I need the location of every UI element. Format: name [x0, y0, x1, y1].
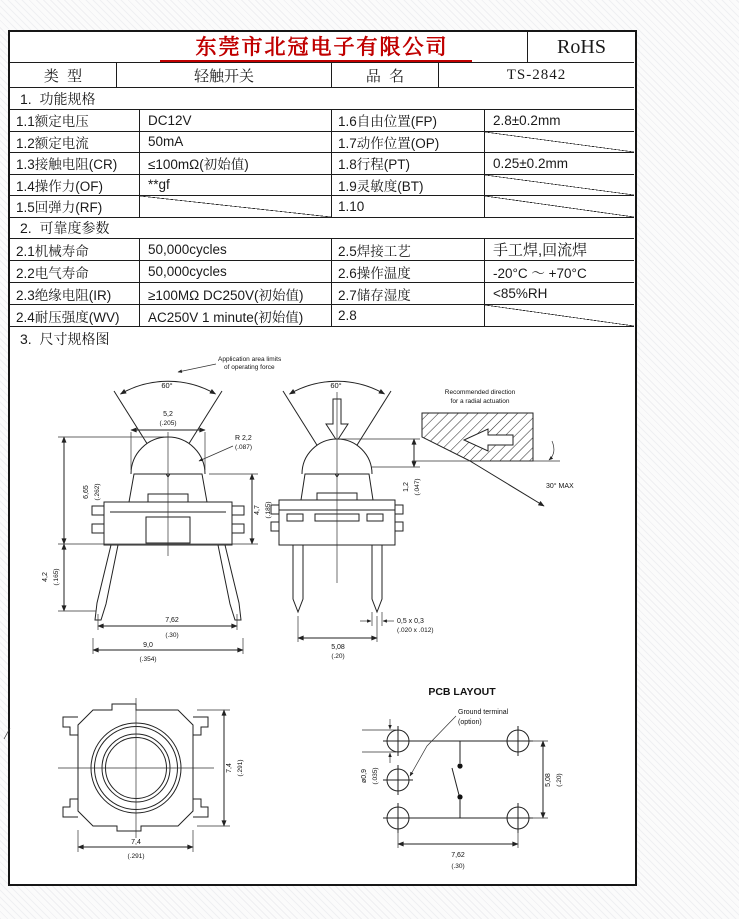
spec-label: 1.8行程(PT) — [332, 153, 485, 174]
spec-value: <85%RH — [493, 286, 548, 301]
spec-label: 2.3绝缘电阻(IR) — [10, 283, 140, 304]
dim-radius: R 2,2 — [235, 435, 252, 442]
spec-label: 1.1额定电压 — [10, 110, 140, 131]
spec-row-1-5 — [10, 196, 634, 218]
spec-row-2-3 — [10, 283, 634, 305]
spec-row-2-1 — [10, 239, 634, 261]
spec-value: 50,000cycles — [140, 239, 332, 260]
dim-pitch-h: 7,62 — [451, 852, 465, 859]
app-area-note-line2: of operating force — [224, 364, 275, 371]
spec-label: 1.3接触电阻(CR) — [10, 153, 140, 174]
product-label: 品 名 — [332, 63, 439, 87]
document-page — [8, 30, 637, 886]
dim-9-0: 9,0 — [143, 642, 153, 649]
dim-7-4-h: 7,4 — [131, 839, 141, 846]
dim-6-65: 6,65 — [83, 485, 90, 499]
spec-value: -20°C ～ +70°C — [493, 265, 587, 281]
spec-label: 1.5回弹力(RF) — [10, 196, 140, 217]
product-value: TS-2842 — [506, 66, 567, 83]
spec-label: 1.10 — [332, 196, 485, 217]
dim-1-2: 1,2 — [403, 482, 410, 492]
side-angle-label: 60° — [330, 381, 342, 390]
dim-4-7: 4,7 — [254, 505, 261, 515]
dim-4-7-inch: (.185) — [265, 501, 272, 519]
dim-7-4-h-inch: (.291) — [127, 853, 145, 860]
dim-4-2-inch: (.165) — [53, 568, 60, 586]
dim-radius-inch: (.087) — [235, 444, 252, 451]
dim-4-2: 4,2 — [42, 572, 49, 582]
spec-value-empty — [485, 175, 634, 196]
front-angle-label: 60° — [161, 381, 173, 390]
spec-value-empty — [485, 132, 634, 153]
spec-value: **gf — [140, 175, 332, 196]
spec-row-2-4 — [10, 305, 634, 327]
section1-title: 1. 功能规格 — [10, 88, 634, 110]
pcb-title: PCB LAYOUT — [428, 686, 496, 698]
spec-row-2-2 — [10, 261, 634, 283]
spec-label: 2.6操作温度 — [332, 261, 485, 282]
type-row — [10, 63, 634, 88]
ground-terminal-line1: Ground terminal — [458, 709, 509, 716]
radial-note-line1: Recommended direction — [444, 389, 516, 396]
dim-pitch-v-inch: (.20) — [556, 773, 563, 787]
spec-label: 1.9灵敏度(BT) — [332, 175, 485, 196]
spec-label: 1.6自由位置(FP) — [332, 110, 485, 131]
dim-5-2-inch: (.205) — [159, 420, 177, 427]
spec-value: AC250V 1 minute(初始值) — [140, 305, 332, 326]
dim-9-0-inch: (.354) — [139, 656, 157, 663]
rohs-badge: RoHS — [527, 32, 635, 63]
dim-7-62: 7,62 — [165, 617, 179, 624]
dim-6-65-inch: (.262) — [94, 483, 101, 501]
spec-row-1-3 — [10, 153, 634, 175]
company-name: 东莞市北冠电子有限公司 — [195, 35, 449, 59]
dim-7-4-v: 7,4 — [226, 763, 233, 773]
spec-value-empty — [485, 305, 634, 326]
dim-5-08-inch: (.20) — [331, 653, 345, 660]
spec-label: 2.4耐压强度(WV) — [10, 305, 140, 326]
dim-5-08: 5,08 — [331, 644, 345, 651]
dim-leg-section-inch: (.020 x .012) — [397, 627, 434, 634]
spec-label: 2.1机械寿命 — [10, 239, 140, 260]
title-row — [10, 32, 634, 63]
type-value: 轻触开关 — [117, 63, 332, 87]
spec-label: 2.5焊接工艺 — [332, 239, 485, 260]
spec-value-empty — [485, 196, 634, 217]
spec-label: 2.2电气寿命 — [10, 261, 140, 282]
section3-title: 3. 尺寸规格图 — [20, 330, 110, 347]
dim-1-2-inch: (.047) — [414, 478, 421, 496]
spec-value: 50mA — [140, 132, 332, 153]
spec-value: ≤100mΩ(初始值) — [140, 153, 332, 174]
spec-row-1-2 — [10, 132, 634, 154]
spec-label: 1.4操作力(OF) — [10, 175, 140, 196]
spec-value: 2.8±0.2mm — [493, 112, 561, 128]
dim-pitch-v: 5,08 — [545, 773, 552, 787]
spec-value: 手工焊,回流焊 — [493, 242, 588, 259]
radial-angle-label: 30° MAX — [546, 483, 574, 490]
spec-value: ≥100MΩ DC250V(初始值) — [140, 283, 332, 304]
spec-row-1-4 — [10, 175, 634, 197]
spec-row-1-1 — [10, 110, 634, 132]
dim-7-4-v-inch: (.291) — [237, 759, 244, 777]
radial-note-line2: for a radial actuation — [450, 398, 510, 405]
spec-label: 2.8 — [332, 305, 485, 326]
dim-hole-dia-inch: (.035) — [372, 767, 379, 785]
spec-label: 2.7储存湿度 — [332, 283, 485, 304]
type-label: 类 型 — [10, 63, 117, 87]
spec-value: DC12V — [140, 110, 332, 131]
dim-leg-section: 0,5 x 0,3 — [397, 618, 424, 625]
app-area-note-line1: Application area limits — [218, 356, 282, 363]
spec-value: 50,000cycles — [140, 261, 332, 282]
dim-pitch-h-inch: (.30) — [451, 863, 465, 870]
dim-hole-dia: ø0,9 — [361, 768, 368, 784]
spec-value-empty — [140, 196, 332, 217]
dim-5-2: 5,2 — [163, 411, 173, 418]
spec-label: 1.7动作位置(OP) — [332, 132, 485, 153]
section2-title: 2. 可靠度参数 — [10, 218, 634, 240]
ground-terminal-line2: (option) — [458, 719, 482, 726]
spec-label: 1.2额定电流 — [10, 132, 140, 153]
dim-7-62-inch: (.30) — [165, 632, 179, 639]
spec-value: 0.25±0.2mm — [493, 155, 568, 171]
company-underline — [160, 60, 472, 62]
